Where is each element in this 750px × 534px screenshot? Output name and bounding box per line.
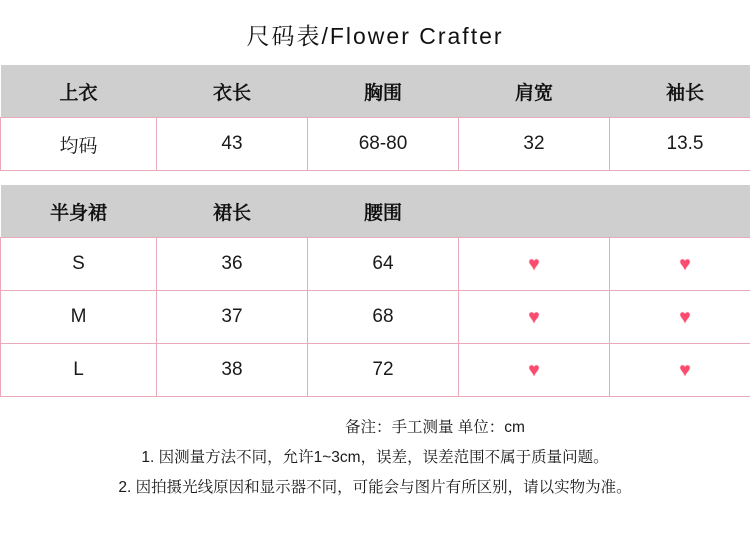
table-separator [0, 171, 750, 185]
top-row-size: 均码 [1, 118, 157, 171]
top-row-length: 43 [157, 118, 308, 171]
measurement-remark: 备注：手工测量 单位：cm [345, 419, 525, 436]
bottom-table-header-row [1, 185, 750, 238]
bottom-row-decor-1 [459, 238, 610, 291]
bottom-row-decor-2 [610, 344, 750, 397]
notes-section [0, 413, 750, 504]
bottom-row-length: 36 [157, 238, 308, 291]
top-row-bust: 68-80 [308, 118, 459, 171]
heart-icon: ♥ [528, 254, 540, 275]
bottom-row-decor-1 [459, 291, 610, 344]
page-title: 尺码表/Flower Crafter [246, 23, 504, 49]
bottom-row-length: 38 [157, 344, 308, 397]
bottom-header-cell-length: 裙长 [157, 185, 308, 238]
table-row [1, 291, 750, 344]
top-header-cell-sleeve: 袖长 [610, 65, 750, 118]
table-row [1, 238, 750, 291]
heart-icon: ♥ [679, 360, 691, 381]
top-header-cell-shoulder: 肩宽 [459, 65, 610, 118]
bottom-row-size: S [1, 238, 157, 291]
bottom-header-cell-skirt: 半身裙 [1, 185, 157, 238]
top-header-cell-garment: 上衣 [1, 65, 157, 118]
bottom-row-size: M [1, 291, 157, 344]
bottom-row-waist: 72 [308, 344, 459, 397]
heart-icon: ♥ [528, 307, 540, 328]
bottom-row-decor-2 [610, 238, 750, 291]
bottom-row-length: 37 [157, 291, 308, 344]
heart-icon: ♥ [679, 254, 691, 275]
top-header-cell-bust: 胸围 [308, 65, 459, 118]
table-row [1, 118, 750, 171]
bottom-row-waist: 68 [308, 291, 459, 344]
bottom-row-decor-2 [610, 291, 750, 344]
heart-icon: ♥ [528, 360, 540, 381]
note-line-1: 1. 因测量方法不同，允许1~3cm，误差，误差范围不属于质量问题。 [141, 449, 609, 467]
top-row-shoulder: 32 [459, 118, 610, 171]
heart-icon: ♥ [679, 307, 691, 328]
table-row [1, 344, 750, 397]
note-line-2: 2. 因拍摄光线原因和显示器不同，可能会与图片有所区别，请以实物为准。 [118, 479, 632, 497]
bottom-header-cell-empty-1 [459, 185, 610, 238]
top-row-sleeve: 13.5 [610, 118, 750, 171]
top-table-header-row [1, 65, 750, 118]
top-header-cell-length: 衣长 [157, 65, 308, 118]
bottom-size-table [0, 185, 750, 397]
bottom-header-cell-waist: 腰围 [308, 185, 459, 238]
bottom-row-decor-1 [459, 344, 610, 397]
bottom-row-size: L [1, 344, 157, 397]
top-size-table [0, 65, 750, 171]
bottom-header-cell-empty-2 [610, 185, 750, 238]
bottom-row-waist: 64 [308, 238, 459, 291]
